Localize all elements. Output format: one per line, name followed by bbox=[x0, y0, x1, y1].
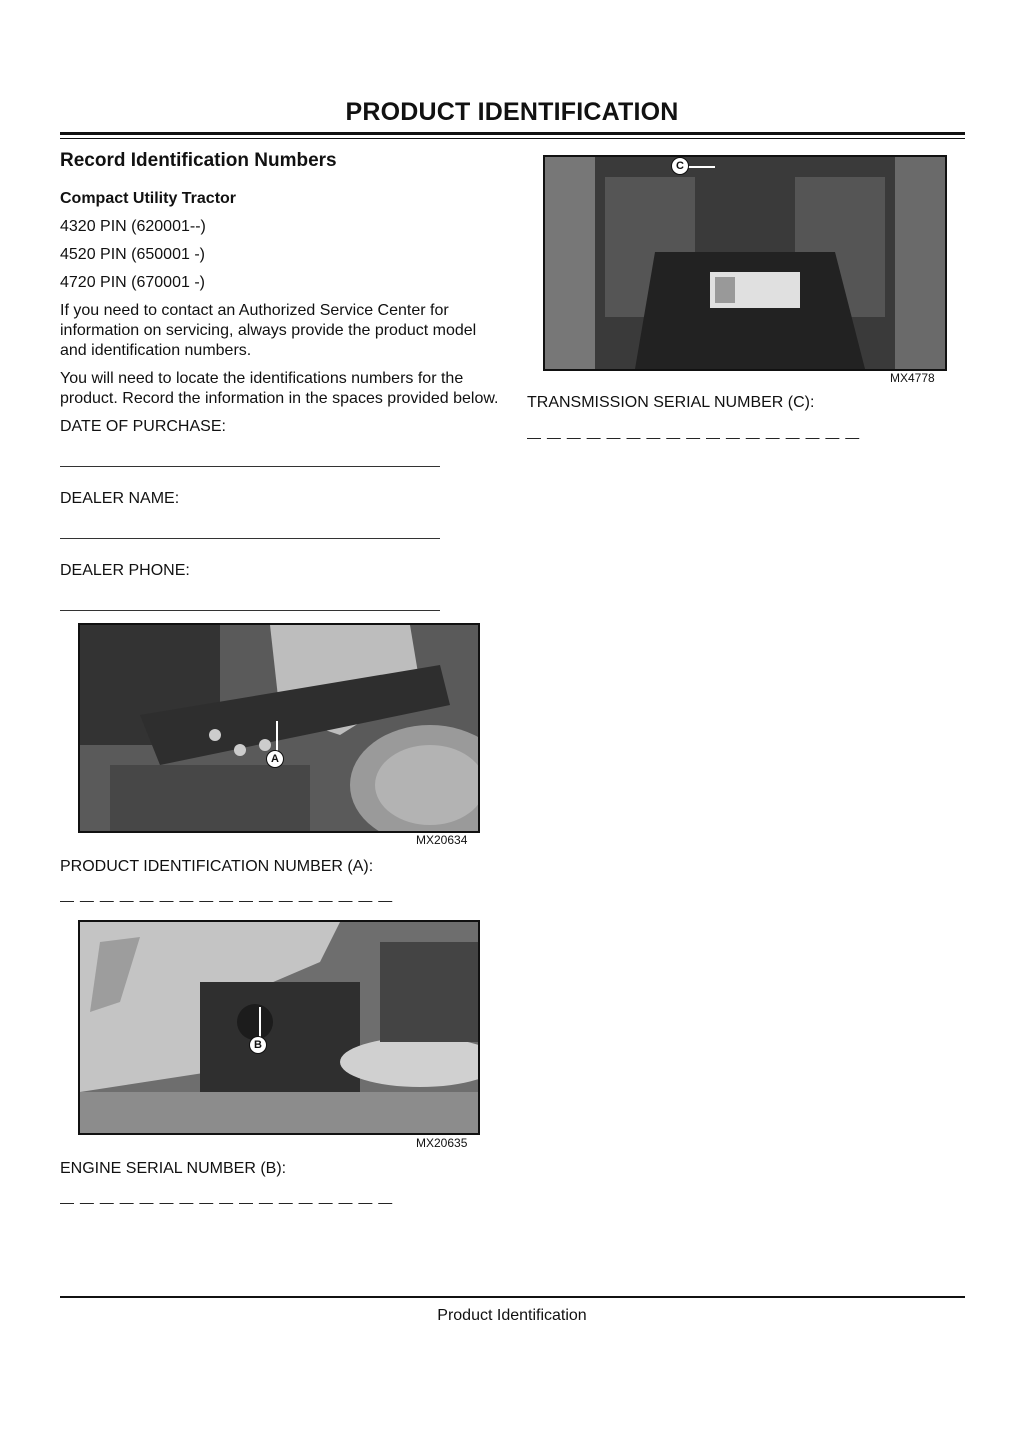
callout-c: C bbox=[671, 157, 689, 175]
pin-dash-field[interactable]: — — — — — — — — — — — — — — — — — bbox=[60, 892, 394, 908]
figure-a-photo bbox=[78, 623, 480, 833]
left-column bbox=[60, 150, 500, 633]
pin-line: 4720 PIN (670001 -) bbox=[60, 274, 205, 291]
pin-line: 4320 PIN (620001--) bbox=[60, 218, 206, 235]
page-footer: Product Identification bbox=[437, 1307, 587, 1324]
section-heading: Record Identification Numbers bbox=[60, 150, 337, 171]
dealer-phone-field[interactable] bbox=[60, 593, 440, 611]
callout-a: A bbox=[266, 750, 284, 768]
title-rule-thin bbox=[60, 138, 965, 139]
title-rule bbox=[60, 132, 965, 135]
pin-caption: PRODUCT IDENTIFICATION NUMBER (A): bbox=[60, 858, 374, 875]
product-subheading: Compact Utility Tractor bbox=[60, 190, 237, 207]
transmission-caption: TRANSMISSION SERIAL NUMBER (C): bbox=[527, 394, 815, 411]
right-column bbox=[527, 393, 967, 445]
dealer-name-label: DEALER NAME: bbox=[60, 490, 180, 507]
figure-c-id: MX4778 bbox=[890, 371, 935, 385]
date-label: DATE OF PURCHASE: bbox=[60, 418, 226, 435]
locate-paragraph: You will need to locate the identifications numbers for the product. Record the information in the spaces provided below. bbox=[60, 370, 499, 407]
date-field[interactable] bbox=[60, 449, 440, 467]
transmission-dash-field[interactable]: — — — — — — — — — — — — — — — — — bbox=[527, 429, 861, 445]
contact-paragraph: If you need to contact an Authorized Service Center for information on servicing, always provide the product model and identification numbers. bbox=[60, 302, 477, 359]
figure-a-id: MX20634 bbox=[416, 833, 468, 847]
page-title: PRODUCT IDENTIFICATION bbox=[345, 98, 679, 126]
figure-b-id: MX20635 bbox=[416, 1136, 468, 1150]
footer-rule bbox=[60, 1296, 965, 1298]
callout-b: B bbox=[249, 1036, 267, 1054]
figure-c-photo bbox=[543, 155, 947, 371]
engine-caption: ENGINE SERIAL NUMBER (B): bbox=[60, 1160, 287, 1177]
engine-dash-field[interactable]: — — — — — — — — — — — — — — — — — bbox=[60, 1194, 394, 1210]
pin-line: 4520 PIN (650001 -) bbox=[60, 246, 205, 263]
dealer-phone-label: DEALER PHONE: bbox=[60, 562, 190, 579]
dealer-name-field[interactable] bbox=[60, 521, 440, 539]
figure-b-photo bbox=[78, 920, 480, 1135]
